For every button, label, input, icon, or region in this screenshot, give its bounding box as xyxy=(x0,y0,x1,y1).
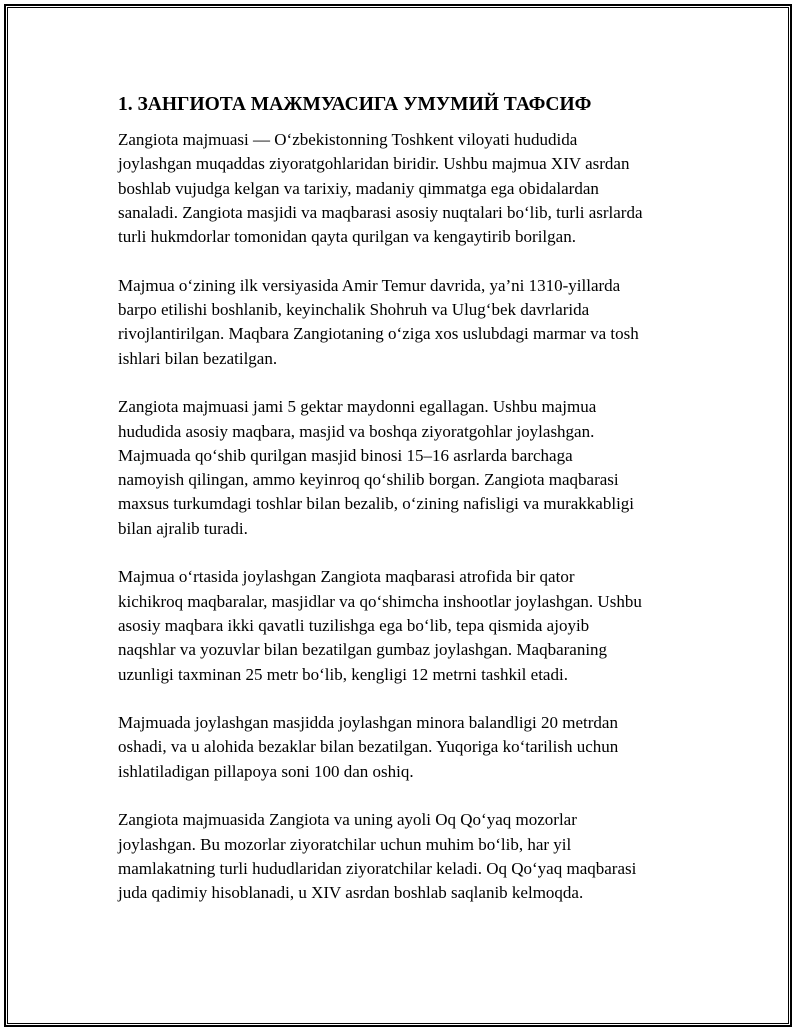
paragraph-line: rivojlantirilgan. Maqbara Zangiotaning o‘ziga xos uslubdagi marmar va tosh xyxy=(118,324,639,344)
paragraph-line: naqshlar va yozuvlar bilan bezatilgan gumbaz joylashgan. Maqbaraning xyxy=(118,640,608,660)
paragraph-line: Majmuada joylashgan masjidda joylashgan minora balandligi 20 metrdan xyxy=(118,713,618,733)
paragraph-line: bilan ajralib turadi. xyxy=(118,518,248,538)
paragraph-line: barpo etilishi boshlanib, keyinchalik Shohruh va Ulug‘bek davrlarida xyxy=(118,300,590,320)
document-title: 1. ЗАНГИОТА МАЖМУАСИГА УМУМИЙ ТАФСИФ xyxy=(118,94,592,115)
paragraph-line: asosiy maqbara ikki qavatli tuzilishga ega bo‘lib, tepa qismida ajoyib xyxy=(118,615,590,635)
paragraph-line: Zangiota majmuasi — O‘zbekistonning Toshkent viloyati hududida xyxy=(118,130,578,149)
paragraph xyxy=(118,395,698,541)
paragraph xyxy=(118,565,698,686)
paragraph-line: Zangiota majmuasida Zangiota va uning ayoli Oq Qo‘yaq mozorlar xyxy=(118,810,577,830)
paragraph xyxy=(118,808,698,905)
paragraph-line: boshlab vujudga kelgan va tarixiy, madaniy qimmatga ega obidalardan xyxy=(118,178,599,198)
paragraph-line: turli hukmdorlar tomonidan qayta qurilgan va kengaytirib borilgan. xyxy=(118,227,576,247)
document-body xyxy=(118,92,698,930)
paragraph-list xyxy=(118,128,698,906)
paragraph-line: sanaladi. Zangiota masjidi va maqbarasi asosiy nuqtalari bo‘lib, turli asrlarda xyxy=(118,202,643,222)
paragraph xyxy=(118,274,698,371)
paragraph-line: Majmua o‘zining ilk versiyasida Amir Temur davrida, ya’ni 1310-yillarda xyxy=(118,275,621,295)
paragraph xyxy=(118,711,698,784)
paragraph-line: juda qadimiy hisoblanadi, u XIV asrdan boshlab saqlanib kelmoqda. xyxy=(118,883,584,903)
paragraph-line: joylashgan. Bu mozorlar ziyoratchilar uchun muhim bo‘lib, har yil xyxy=(118,834,572,854)
paragraph-line: ishlatiladigan pillapoya soni 100 dan oshiq. xyxy=(118,761,414,781)
paragraph-line: joylashgan muqaddas ziyoratgohlaridan biridir. Ushbu majmua XIV asrdan xyxy=(118,154,630,174)
paragraph-line: hududida asosiy maqbara, masjid va boshqa ziyoratgohlar joylashgan. xyxy=(118,421,595,441)
paragraph-line: kichikroq maqbaralar, masjidlar va qo‘shimcha inshootlar joylashgan. Ushbu xyxy=(118,591,642,611)
paragraph-line: ishlari bilan bezatilgan. xyxy=(118,348,278,368)
paragraph-line: Zangiota majmuasi jami 5 gektar maydonni egallagan. Ushbu majmua xyxy=(118,397,597,417)
paragraph-line: maxsus turkumdagi toshlar bilan bezalib, o‘zining nafisligi va murakkabligi xyxy=(118,494,635,514)
paragraph-line: uzunligi taxminan 25 metr bo‘lib, kengligi 12 metrni tashkil etadi. xyxy=(118,664,568,684)
paragraph-line: Majmua o‘rtasida joylashgan Zangiota maqbarasi atrofida bir qator xyxy=(118,567,575,587)
paragraph-line: mamlakatning turli hududlaridan ziyoratchilar keladi. Oq Qo‘yaq maqbarasi xyxy=(118,858,637,878)
paragraph-line: Majmuada qo‘shib qurilgan masjid binosi 15–16 asrlarda barchaga xyxy=(118,445,573,465)
paragraph-line: oshadi, va u alohida bezaklar bilan bezatilgan. Yuqoriga ko‘tarilish uchun xyxy=(118,737,619,757)
paragraph xyxy=(118,128,698,249)
paragraph-line: namoyish qilingan, ammo keyinroq qo‘shilib borgan. Zangiota maqbarasi xyxy=(118,470,619,490)
